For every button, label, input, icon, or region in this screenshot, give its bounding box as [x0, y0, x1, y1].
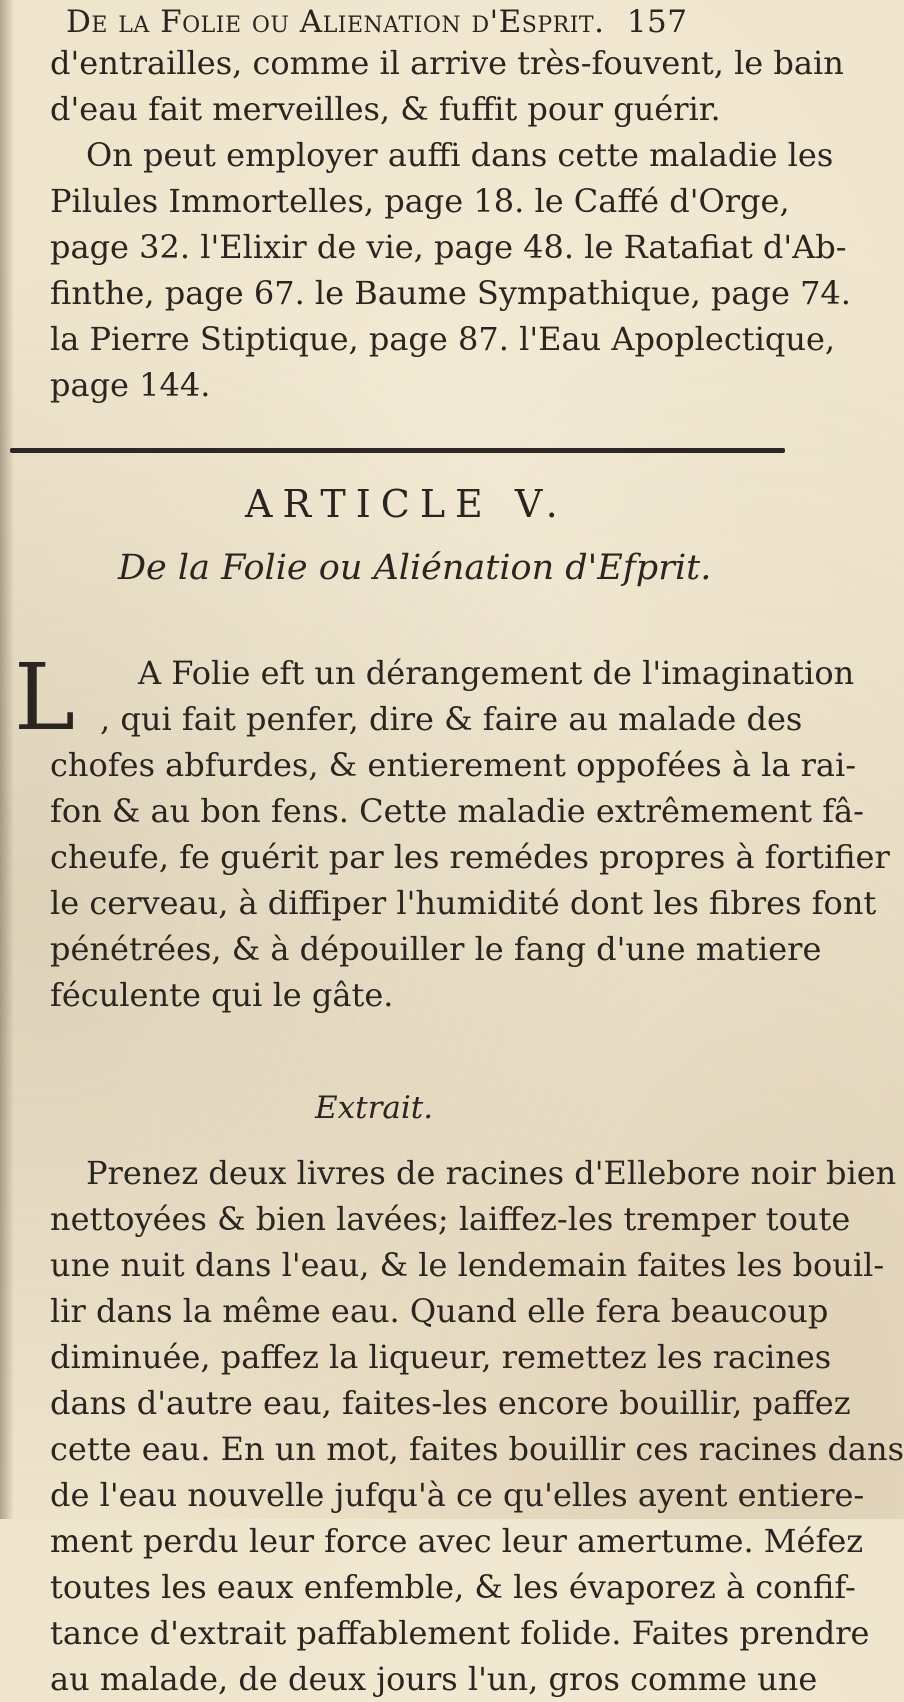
article-paragraph [50, 650, 890, 1018]
text-line: page 144. [50, 366, 211, 404]
continuation-paragraph [50, 40, 851, 408]
binding-shadow [0, 0, 14, 1519]
text-line: le cerveau, à diffiper l'humidité dont les fibres font [50, 884, 877, 922]
text-line: toutes les eaux enfemble, & les évaporez à confif- [50, 1568, 856, 1606]
extract-paragraph [50, 1150, 904, 1702]
text-line: ment perdu leur force avec leur amertume. Méfez [50, 1522, 864, 1560]
text-line: de l'eau nouvelle jufqu'à ce qu'elles ayent entiere- [50, 1476, 865, 1514]
extract-label: Extrait. [315, 1090, 434, 1126]
text-line: , qui fait penfer, dire & faire au malade des [100, 700, 803, 738]
text-line: fon & au bon fens. Cette maladie extrêmement fâ- [50, 792, 864, 830]
text-line: tance d'extrait paffablement folide. Faites prendre [50, 1614, 870, 1652]
article-heading: ARTICLE V. [245, 482, 568, 526]
text-line: cette eau. En un mot, faites bouillir ces racines dans [50, 1430, 904, 1468]
running-head-title: De la Folie ou Alienation d'Esprit. [66, 4, 605, 40]
text-line: chofes abfurdes, & entierement oppofées à la rai- [50, 746, 857, 784]
text-line: lir dans la même eau. Quand elle fera beaucoup [50, 1292, 829, 1330]
text-line: d'eau fait merveilles, & fuffit pour guérir. [50, 90, 721, 128]
text-line: diminuée, paffez la liqueur, remettez les racines [50, 1338, 832, 1376]
text-line: A Folie eft un dérangement de l'imagination [138, 654, 855, 692]
text-line: Prenez deux livres de racines d'Ellebore noir bien [86, 1154, 897, 1192]
text-line: page 32. l'Elixir de vie, page 48. le Ratafiat d'Ab- [50, 228, 847, 266]
text-line: finthe, page 67. le Baume Sympathique, page 74. [50, 274, 851, 312]
text-line: féculente qui le gâte. [50, 976, 394, 1014]
text-line: pénétrées, & à dépouiller le fang d'une matiere [50, 930, 822, 968]
text-line: On peut employer auffi dans cette maladie les [86, 136, 834, 174]
page-number: 157 [626, 4, 688, 40]
text-line: la Pierre Stiptique, page 87. l'Eau Apoplectique, [50, 320, 836, 358]
text-line: une nuit dans l'eau, & le lendemain faites les bouil- [50, 1246, 885, 1284]
text-line: cheufe, fe guérit par les remédes propres à fortifier [50, 838, 890, 876]
text-line: nettoyées & bien lavées; laiffez-les tremper toute [50, 1200, 851, 1238]
text-line: au malade, de deux jours l'un, gros comme une [50, 1660, 818, 1698]
drop-cap: L [14, 644, 76, 751]
text-line: d'entrailles, comme il arrive très-fouvent, le bain [50, 44, 844, 82]
article-subtitle: De la Folie ou Aliénation d'Efprit. [118, 548, 712, 588]
text-line: dans d'autre eau, faites-les encore bouillir, paffez [50, 1384, 851, 1422]
text-line: Pilules Immortelles, page 18. le Caffé d'Orge, [50, 182, 790, 220]
running-head [66, 4, 786, 40]
section-divider [10, 448, 785, 453]
